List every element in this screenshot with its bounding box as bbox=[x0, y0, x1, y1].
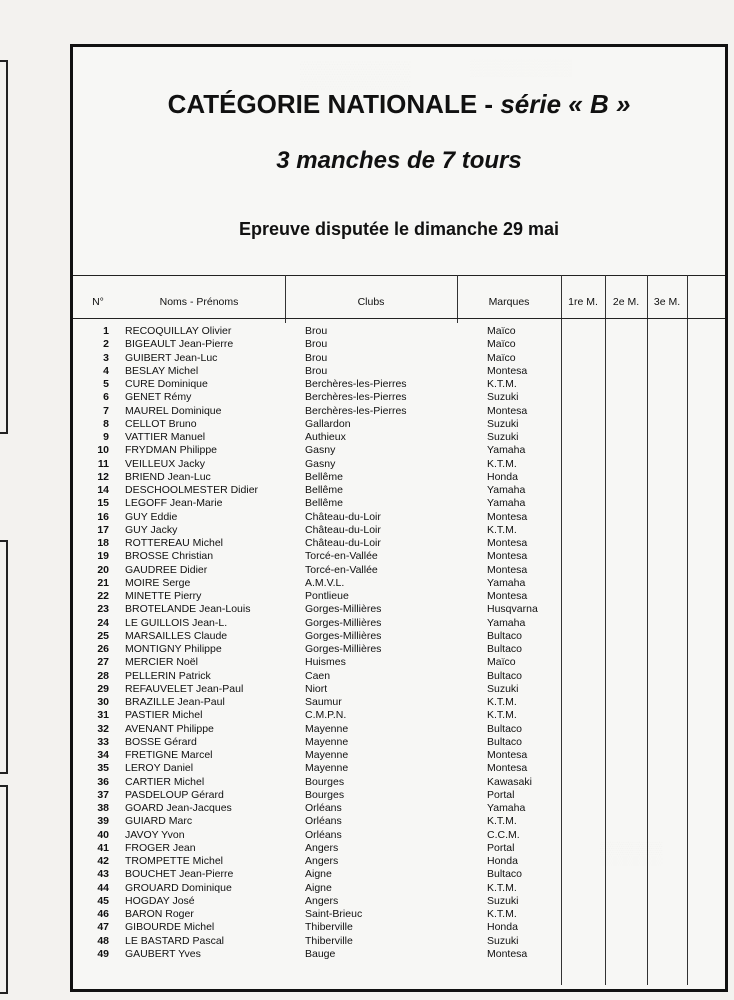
entry-make: Kawasaki bbox=[487, 775, 532, 788]
col-header-names: Noms - Prénoms bbox=[159, 296, 239, 308]
entry-make: Yamaha bbox=[487, 802, 526, 814]
entry-make: Maïco bbox=[487, 351, 516, 364]
entry-name: CURE Dominique bbox=[125, 378, 208, 390]
table-row bbox=[73, 431, 725, 444]
entry-name: GUY Eddie bbox=[125, 510, 178, 523]
entry-number: 27 bbox=[97, 656, 109, 669]
table-row bbox=[73, 802, 725, 815]
col-header-m3: 3e M. bbox=[653, 296, 681, 308]
entry-club: Angers bbox=[305, 894, 339, 907]
table-row bbox=[73, 564, 725, 577]
entry-club: Bourges bbox=[305, 788, 345, 801]
entry-number: 16 bbox=[97, 510, 109, 523]
table-row bbox=[73, 617, 725, 630]
table-row bbox=[73, 908, 725, 921]
entry-number: 36 bbox=[97, 775, 109, 788]
entry-name: ROTTEREAU Michel bbox=[125, 537, 224, 549]
table-row bbox=[73, 842, 725, 855]
entry-make: Suzuki bbox=[487, 682, 519, 695]
entry-club: Brou bbox=[305, 325, 328, 337]
entry-number: 5 bbox=[103, 378, 109, 390]
entry-name: GENET Rémy bbox=[125, 391, 192, 404]
table-row bbox=[73, 471, 725, 484]
table-row bbox=[73, 497, 725, 510]
table-row bbox=[73, 723, 725, 736]
left-page-edge-box-top bbox=[0, 60, 8, 434]
left-page-edge-box-middle bbox=[0, 540, 8, 774]
table-row bbox=[73, 537, 725, 550]
category-title bbox=[73, 89, 725, 120]
entry-name: MOIRE Serge bbox=[125, 576, 191, 589]
entry-make: K.T.M. bbox=[487, 815, 517, 828]
entry-number: 42 bbox=[97, 855, 109, 867]
left-page-edge-box-bottom bbox=[0, 785, 8, 994]
col-header-makes: Marques bbox=[488, 296, 530, 308]
entry-club: Château-du-Loir bbox=[305, 523, 381, 536]
entry-number: 8 bbox=[103, 417, 109, 430]
entry-name: CELLOT Bruno bbox=[125, 417, 197, 430]
col-header-num: N° bbox=[92, 296, 104, 308]
entry-club: Mayenne bbox=[305, 762, 349, 775]
entry-club: Angers bbox=[305, 855, 339, 867]
entry-name: DESCHOOLMESTER Didier bbox=[125, 484, 259, 496]
entry-make: Bultaco bbox=[487, 722, 523, 735]
entry-number: 25 bbox=[97, 629, 109, 642]
entry-make: Portal bbox=[487, 788, 515, 801]
table-row bbox=[73, 868, 725, 881]
table-row bbox=[73, 935, 725, 948]
entry-club: Château-du-Loir bbox=[305, 510, 381, 523]
entry-name: MONTIGNY Philippe bbox=[125, 643, 222, 655]
entry-make: Suzuki bbox=[487, 934, 519, 947]
entry-name: CARTIER Michel bbox=[125, 775, 205, 788]
entry-name: MARSAILLES Claude bbox=[125, 629, 228, 642]
entry-club: Aigne bbox=[305, 868, 332, 881]
category-title-main: CATÉGORIE NATIONALE - bbox=[167, 89, 494, 119]
entry-club: Authieux bbox=[305, 431, 346, 443]
race-format-subtitle: 3 manches de 7 tours bbox=[276, 147, 522, 174]
entry-name: BROTELANDE Jean-Louis bbox=[125, 603, 251, 616]
entry-name: BARON Roger bbox=[125, 908, 194, 920]
entry-name: LE GUILLOIS Jean-L. bbox=[125, 616, 228, 629]
entry-name: GROUARD Dominique bbox=[125, 881, 232, 894]
table-row bbox=[73, 524, 725, 537]
entry-club: Brou bbox=[305, 364, 328, 377]
entry-number: 1 bbox=[103, 325, 109, 337]
entry-name: BOSSE Gérard bbox=[125, 735, 197, 748]
entry-number: 19 bbox=[97, 550, 109, 563]
entry-make: Yamaha bbox=[487, 497, 526, 510]
entry-make: Yamaha bbox=[487, 484, 526, 496]
table-row bbox=[73, 391, 725, 404]
entry-name: MAUREL Dominique bbox=[125, 404, 222, 417]
entry-club: Gorges-Millières bbox=[305, 643, 382, 655]
table-row bbox=[73, 325, 725, 338]
entry-make: Montesa bbox=[487, 749, 528, 761]
entry-make: Montesa bbox=[487, 762, 528, 775]
entry-club: Mayenne bbox=[305, 722, 349, 735]
table-row bbox=[73, 338, 725, 351]
entry-number: 44 bbox=[97, 881, 109, 894]
entry-club: Orléans bbox=[305, 828, 342, 841]
entry-make: Suzuki bbox=[487, 391, 519, 404]
entry-make: Yamaha bbox=[487, 444, 526, 457]
table-row bbox=[73, 656, 725, 669]
col-header-clubs: Clubs bbox=[357, 296, 385, 308]
entry-make: Montesa bbox=[487, 563, 528, 576]
entry-club: Berchères-les-Pierres bbox=[305, 391, 407, 404]
entry-name: GIBOURDE Michel bbox=[125, 921, 215, 934]
entry-make: Suzuki bbox=[487, 894, 519, 907]
entry-club: Gasny bbox=[305, 444, 336, 457]
table-row bbox=[73, 577, 725, 590]
entry-club: Saint-Brieuc bbox=[305, 908, 363, 920]
table-top-rule bbox=[73, 275, 725, 276]
entry-club: Brou bbox=[305, 351, 328, 364]
entry-make: K.T.M. bbox=[487, 457, 517, 470]
entry-make: Suzuki bbox=[487, 417, 519, 430]
entry-make: Maïco bbox=[487, 338, 516, 351]
entry-make: K.T.M. bbox=[487, 523, 517, 536]
entry-club: Orléans bbox=[305, 802, 342, 814]
table-row bbox=[73, 590, 725, 603]
table-row bbox=[73, 789, 725, 802]
entry-name: LEROY Daniel bbox=[125, 762, 194, 775]
table-row bbox=[73, 603, 725, 616]
table-header-rule bbox=[73, 318, 725, 319]
category-title-serie: série « B » bbox=[500, 89, 631, 119]
entry-number: 23 bbox=[97, 603, 109, 616]
entry-make: K.T.M. bbox=[487, 908, 517, 920]
entry-club: Château-du-Loir bbox=[305, 537, 381, 549]
entry-make: Maïco bbox=[487, 325, 516, 337]
entry-number: 2 bbox=[103, 338, 109, 351]
table-row bbox=[73, 948, 725, 961]
entry-number: 30 bbox=[97, 696, 109, 708]
entry-number: 31 bbox=[97, 709, 109, 722]
entry-club: Orléans bbox=[305, 815, 342, 828]
entry-name: HOGDAY José bbox=[125, 894, 195, 907]
entry-make: Maïco bbox=[487, 656, 516, 669]
entry-club: Bellême bbox=[305, 497, 343, 510]
entry-name: BROSSE Christian bbox=[125, 550, 214, 563]
entry-name: GOARD Jean-Jacques bbox=[125, 802, 232, 814]
entry-name: FRYDMAN Philippe bbox=[125, 444, 218, 457]
table-row bbox=[73, 444, 725, 457]
entry-name: VATTIER Manuel bbox=[125, 431, 206, 443]
entry-club: Torcé-en-Vallée bbox=[305, 550, 378, 563]
entry-name: LEGOFF Jean-Marie bbox=[125, 497, 223, 510]
entry-make: Montesa bbox=[487, 510, 528, 523]
entry-make: Montesa bbox=[487, 404, 528, 417]
entry-make: Honda bbox=[487, 921, 518, 934]
entry-make: Suzuki bbox=[487, 431, 519, 443]
entry-club: Bellême bbox=[305, 484, 343, 496]
entry-number: 41 bbox=[97, 841, 109, 854]
entry-number: 32 bbox=[97, 722, 109, 735]
entry-number: 38 bbox=[97, 802, 109, 814]
entry-number: 40 bbox=[97, 828, 109, 841]
entry-make: Montesa bbox=[487, 550, 528, 563]
entry-club: Pontlieue bbox=[305, 590, 349, 602]
entry-club: Bourges bbox=[305, 775, 345, 788]
entry-name: VEILLEUX Jacky bbox=[125, 457, 205, 470]
entry-number: 15 bbox=[97, 497, 109, 510]
entry-name: FROGER Jean bbox=[125, 841, 196, 854]
entry-club: Brou bbox=[305, 338, 328, 351]
table-row bbox=[73, 405, 725, 418]
table-row bbox=[73, 815, 725, 828]
entry-name: PASDELOUP Gérard bbox=[125, 788, 224, 801]
entry-number: 11 bbox=[97, 457, 109, 470]
table-row bbox=[73, 352, 725, 365]
entry-club: Niort bbox=[305, 682, 328, 695]
table-row bbox=[73, 458, 725, 471]
table-row bbox=[73, 511, 725, 524]
entry-name: BESLAY Michel bbox=[125, 364, 199, 377]
entry-club: Gorges-Millières bbox=[305, 616, 382, 629]
entry-club: Berchères-les-Pierres bbox=[305, 378, 407, 390]
entry-number: 18 bbox=[97, 537, 109, 549]
entry-club: Huismes bbox=[305, 656, 346, 669]
entry-make: Portal bbox=[487, 841, 515, 854]
entry-make: Husqvarna bbox=[487, 603, 538, 616]
table-row bbox=[73, 484, 725, 497]
col-header-m1: 1re M. bbox=[568, 296, 598, 308]
entry-make: Bultaco bbox=[487, 629, 523, 642]
entry-make: K.T.M. bbox=[487, 696, 517, 708]
entry-club: Mayenne bbox=[305, 735, 349, 748]
table-row bbox=[73, 776, 725, 789]
entry-club: Saumur bbox=[305, 696, 342, 708]
entry-number: 34 bbox=[97, 749, 109, 761]
entry-number: 47 bbox=[97, 921, 109, 934]
entry-club: Torcé-en-Vallée bbox=[305, 563, 378, 576]
entry-make: Montesa bbox=[487, 364, 528, 377]
entry-number: 6 bbox=[103, 391, 109, 404]
entry-club: Caen bbox=[305, 669, 331, 682]
table-row bbox=[73, 882, 725, 895]
entry-make: Honda bbox=[487, 855, 518, 867]
entry-name: GAUDREE Didier bbox=[125, 563, 208, 576]
entry-name: RECOQUILLAY Olivier bbox=[125, 325, 232, 337]
entry-number: 3 bbox=[103, 351, 109, 364]
entry-club: Berchères-les-Pierres bbox=[305, 404, 407, 417]
entry-name: MERCIER Noël bbox=[125, 656, 198, 669]
entry-number: 35 bbox=[97, 762, 109, 775]
table-row bbox=[73, 630, 725, 643]
entry-number: 48 bbox=[97, 934, 109, 947]
table-row bbox=[73, 550, 725, 563]
entry-name: BRAZILLE Jean-Paul bbox=[125, 696, 225, 708]
entry-number: 43 bbox=[97, 868, 109, 881]
entry-make: Bultaco bbox=[487, 868, 523, 881]
entry-number: 28 bbox=[97, 669, 109, 682]
table-row bbox=[73, 683, 725, 696]
entry-club: Bellême bbox=[305, 470, 343, 483]
entry-club: Thiberville bbox=[305, 934, 353, 947]
entry-club: Aigne bbox=[305, 881, 332, 894]
table-row bbox=[73, 762, 725, 775]
entry-name: GUIBERT Jean-Luc bbox=[125, 351, 218, 364]
table-row bbox=[73, 696, 725, 709]
entry-make: Bultaco bbox=[487, 643, 523, 655]
entry-club: Angers bbox=[305, 841, 339, 854]
entry-club: C.M.P.N. bbox=[305, 709, 347, 722]
entry-name: LE BASTARD Pascal bbox=[125, 934, 225, 947]
entry-number: 26 bbox=[97, 643, 109, 655]
table-row bbox=[73, 670, 725, 683]
entry-make: K.T.M. bbox=[487, 709, 517, 722]
table-row bbox=[73, 418, 725, 431]
entry-club: A.M.V.L. bbox=[305, 576, 345, 589]
entry-number: 37 bbox=[97, 788, 109, 801]
entry-name: MINETTE Pierry bbox=[125, 590, 202, 602]
entry-name: PASTIER Michel bbox=[125, 709, 203, 722]
results-frame bbox=[70, 44, 728, 992]
table-row bbox=[73, 643, 725, 656]
entry-make: K.T.M. bbox=[487, 881, 517, 894]
table-row bbox=[73, 709, 725, 722]
entry-make: K.T.M. bbox=[487, 378, 517, 390]
entry-number: 39 bbox=[97, 815, 109, 828]
entry-number: 22 bbox=[97, 590, 109, 602]
entry-club: Gorges-Millières bbox=[305, 629, 382, 642]
table-row bbox=[73, 378, 725, 391]
entry-make: Montesa bbox=[487, 537, 528, 549]
entry-name: AVENANT Philippe bbox=[125, 722, 214, 735]
entry-make: Bultaco bbox=[487, 735, 523, 748]
entry-number: 24 bbox=[97, 616, 109, 629]
race-date-line: Epreuve disputée le dimanche 29 mai bbox=[238, 219, 560, 239]
entry-number: 10 bbox=[97, 444, 109, 457]
entry-club: Bauge bbox=[305, 947, 336, 960]
entry-club: Gorges-Millières bbox=[305, 603, 382, 616]
entry-number: 49 bbox=[97, 947, 109, 960]
entry-number: 14 bbox=[97, 484, 109, 496]
entry-club: Gallardon bbox=[305, 417, 351, 430]
entry-number: 21 bbox=[97, 576, 109, 589]
entry-number: 33 bbox=[97, 735, 109, 748]
entry-number: 17 bbox=[97, 523, 109, 536]
entry-name: JAVOY Yvon bbox=[125, 828, 185, 841]
entry-number: 45 bbox=[97, 894, 109, 907]
entry-number: 7 bbox=[103, 404, 109, 417]
entry-make: C.C.M. bbox=[487, 828, 520, 841]
table-row bbox=[73, 749, 725, 762]
entry-club: Mayenne bbox=[305, 749, 349, 761]
entry-name: FRETIGNE Marcel bbox=[125, 749, 213, 761]
table-row bbox=[73, 855, 725, 868]
table-row bbox=[73, 736, 725, 749]
entry-name: GAUBERT Yves bbox=[125, 947, 201, 960]
entry-number: 29 bbox=[97, 682, 109, 695]
table-row bbox=[73, 365, 725, 378]
entry-name: BIGEAULT Jean-Pierre bbox=[125, 338, 234, 351]
entry-make: Montesa bbox=[487, 947, 528, 960]
table-row bbox=[73, 921, 725, 934]
col-header-m2: 2e M. bbox=[612, 296, 640, 308]
entry-make: Yamaha bbox=[487, 576, 526, 589]
entry-name: REFAUVELET Jean-Paul bbox=[125, 682, 244, 695]
entry-name: BRIEND Jean-Luc bbox=[125, 470, 211, 483]
entry-make: Montesa bbox=[487, 590, 528, 602]
entry-name: PELLERIN Patrick bbox=[125, 669, 211, 682]
entry-make: Honda bbox=[487, 470, 518, 483]
entry-number: 9 bbox=[103, 431, 109, 443]
entry-make: Bultaco bbox=[487, 669, 523, 682]
entry-club: Gasny bbox=[305, 457, 336, 470]
entry-number: 20 bbox=[97, 563, 109, 576]
entry-name: BOUCHET Jean-Pierre bbox=[125, 868, 234, 881]
entry-name: TROMPETTE Michel bbox=[125, 855, 224, 867]
table-row bbox=[73, 829, 725, 842]
entry-club: Thiberville bbox=[305, 921, 353, 934]
entry-number: 4 bbox=[103, 364, 109, 377]
entry-name: GUY Jacky bbox=[125, 523, 178, 536]
table-row bbox=[73, 895, 725, 908]
entry-name: GUIARD Marc bbox=[125, 815, 193, 828]
entry-number: 12 bbox=[97, 470, 109, 483]
entry-number: 46 bbox=[97, 908, 109, 920]
entry-make: Yamaha bbox=[487, 616, 526, 629]
